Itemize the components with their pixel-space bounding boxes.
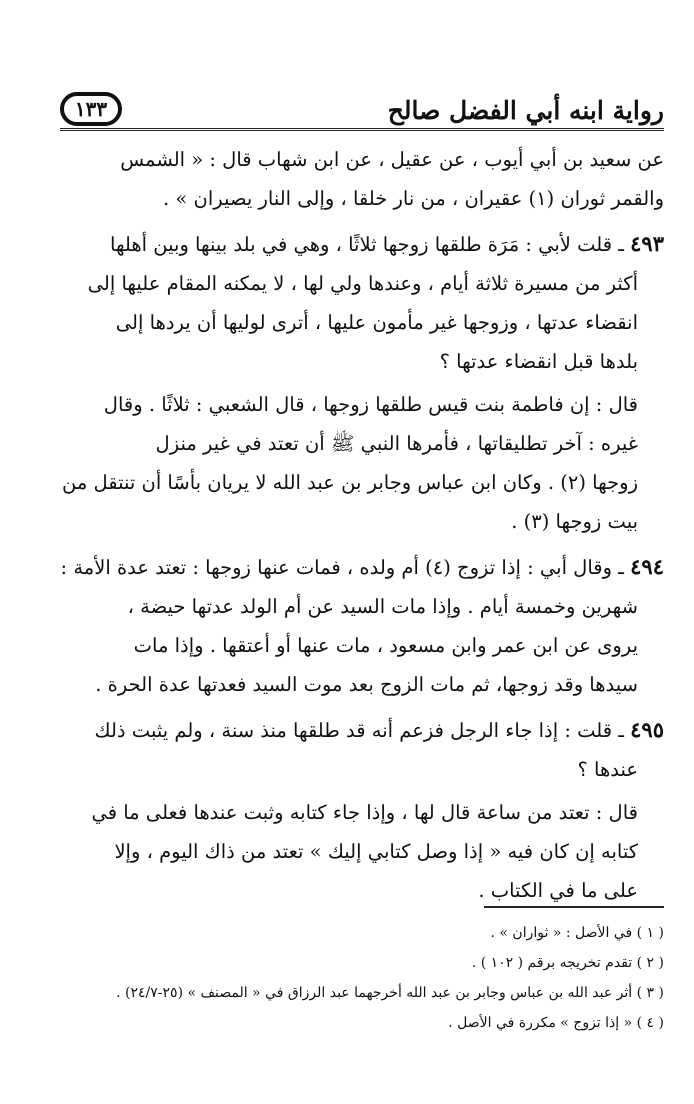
header-rule (60, 128, 664, 131)
text-line: انقضاء عدتها ، وزوجها غير مأمون عليها ، أترى لوليها أن يردها إلى (115, 311, 638, 334)
text-line: كتابه إن كان فيه « إذا وصل كتابي إليك » تعتد من ذاك اليوم ، وإلا (114, 840, 638, 863)
entry-494 (60, 547, 664, 704)
body-text (60, 140, 664, 910)
footnote: ( ١ ) في الأصل : « ثواران » . (490, 925, 664, 941)
text-line: ـ وقال أبي : إذا تزوج (٤) أم ولده ، فمات عنها زوجها : تعتد عدة الأمة : (60, 556, 624, 579)
running-title: رواية ابنه أبي الفضل صالح (387, 96, 664, 125)
text-line: قال : إن فاطمة بنت قيس طلقها زوجها ، قال الشعبي : ثلاثًا . وقال (103, 393, 638, 416)
text-line: عن سعيد بن أبي أيوب ، عن عقيل ، عن ابن شهاب قال : « الشمس (120, 148, 664, 171)
entry-number: ٤٩٣ (630, 231, 664, 256)
text-line: يروى عن ابن عمر وابن مسعود ، مات عنها أو أعتقها . وإذا مات (133, 634, 638, 657)
text-line: بيت زوجها (٣) . (511, 510, 638, 533)
text-line: عندها ؟ (577, 758, 638, 781)
page-number: ١٣٣ (60, 92, 122, 126)
text-line: شهرين وخمسة أيام . وإذا مات السيد عن أم الولد عدتها حيضة ، (127, 595, 638, 618)
entry-first-line (60, 547, 664, 587)
footnote: ( ٢ ) تقدم تخريجه برقم ( ١٠٢ ) . (471, 955, 664, 971)
text-line: زوجها (٢) . وكان ابن عباس وجابر بن عبد الله لا يريان بأسًا أن تنتقل من (61, 471, 638, 494)
text-line: على ما في الكتاب . (478, 879, 638, 902)
entry-495 (60, 710, 664, 789)
text-line: سيدها وقد زوجها، ثم مات الزوج بعد موت السيد فعدتها عدة الحرة . (95, 673, 638, 696)
entry-first-line (60, 710, 664, 750)
entry-number: ٤٩٥ (630, 717, 664, 742)
answer-paragraph (60, 793, 664, 910)
text-line: ـ قلت : إذا جاء الرجل فزعم أنه قد طلقها منذ سنة ، ولم يثبت ذلك (94, 719, 624, 742)
entry-first-line (60, 224, 664, 264)
text-line: قال : تعتد من ساعة قال لها ، وإذا جاء كتابه وثبت عندها فعلى ما في (91, 801, 638, 824)
footnotes (40, 918, 664, 1038)
footnote: ( ٣ ) أثر عبد الله بن عباس وجابر بن عبد الله أخرجهما عبد الرزاق في « المصنف » (٢٥-٢٤/٧) . (116, 985, 664, 1001)
text-line: غيره : آخر تطليقاتها ، فأمرها النبي ﷺ أن تعتد في غير منزل (155, 432, 638, 455)
page-header (60, 92, 664, 132)
text-line: أكثر من مسيرة ثلاثة أيام ، وعندها ولي لها ، لا يمكنه المقام عليها إلى (87, 272, 638, 295)
text-line: ـ قلت لأبي : مَرَة طلقها زوجها ثلاثًا ، وهي في بلد بينها وبين أهلها (110, 233, 624, 256)
footnote-rule (484, 906, 664, 908)
text-line: بلدها قبل انقضاء عدتها ؟ (439, 350, 638, 373)
entry-number: ٤٩٤ (630, 554, 664, 579)
answer-paragraph (60, 385, 664, 541)
footnote: ( ٤ ) « إذا تزوج » مكررة في الأصل . (448, 1015, 664, 1031)
entry-493 (60, 224, 664, 381)
text-line: والقمر ثوران (١) عقيران ، من نار خلقا ، وإلى النار يصيران » . (163, 187, 664, 210)
intro-paragraph (60, 140, 664, 218)
